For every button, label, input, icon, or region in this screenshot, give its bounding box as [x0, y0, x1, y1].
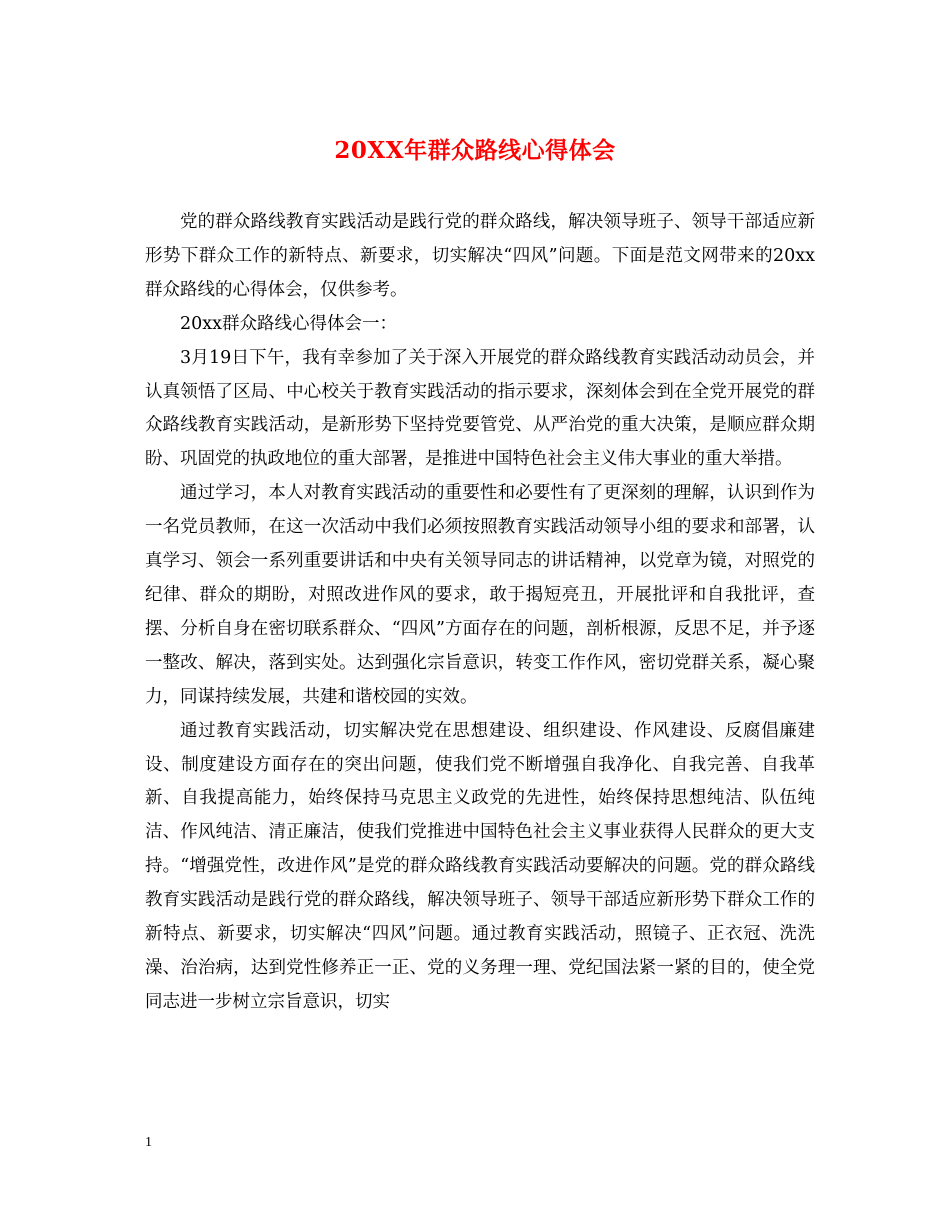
document-title: 20XX年群众路线心得体会 [334, 137, 616, 164]
paragraph-study: 通过学习，本人对教育实践活动的重要性和必要性有了更深刻的理解，认识到作为一名党员教师，在这一次活动中我们必须按照教育实践活动领导小组的要求和部署，认真学习、领会一系列重要讲话和中央有关领导同志的讲话精神，以党章为镜，对照党的纪律、群众的期盼，对照改进作风的要求，敢于揭短亮丑，开展批评和自我批评，查摆、分析自身在密切联系群众、“四风”方面存在的问题，剖析根源，反思不足，并予逐一整改、解决，落到实处。达到强化宗旨意识，转变工作作风，密切党群关系，凝心聚力，同谋持续发展，共建和谐校园的实效。 [145, 483, 815, 707]
paragraph-meeting: 3月19日下午，我有幸参加了关于深入开展党的群众路线教育实践活动动员会，并认真领悟了区局、中心校关于教育实践活动的指示要求，深刻体会到在全党开展党的群众路线教育实践活动，是新形势下坚持党要管党、从严治党的重大决策，是顺应群众期盼、巩固党的执政地位的重大部署，是推进中国特色社会主义伟大事业的重大举措。 [145, 347, 815, 470]
document-body [145, 206, 815, 1020]
page-number: 1 [145, 1135, 152, 1150]
paragraph-section-heading: 20xx群众路线心得体会一： [180, 313, 398, 334]
paragraph-practice: 通过教育实践活动，切实解决党在思想建设、组织建设、作风建设、反腐倡廉建设、制度建设方面存在的突出问题，使我们党不断增强自我净化、自我完善、自我革新、自我提高能力，始终保持马克思主义政党的先进性，始终保持思想纯洁、队伍纯洁、作风纯洁、清正廉洁，使我们党推进中国特色社会主义事业获得人民群众的更大支持。“增强党性，改进作风”是党的群众路线教育实践活动要解决的问题。党的群众路线教育实践活动是践行党的群众路线，解决领导班子、领导干部适应新形势下群众工作的新特点、新要求，切实解决“四风”问题。通过教育实践活动，照镜子、正衣冠、洗洗澡、治治病，达到党性修养正一正、党的义务理一理、党纪国法紧一紧的目的，使全党同志进一步树立宗旨意识，切实 [145, 720, 815, 1012]
paragraph-intro: 党的群众路线教育实践活动是践行党的群众路线，解决领导班子、领导干部适应新形势下群众工作的新特点、新要求，切实解决“四风”问题。下面是范文网带来的20xx群众路线的心得体会，仅供参考。 [145, 212, 815, 300]
